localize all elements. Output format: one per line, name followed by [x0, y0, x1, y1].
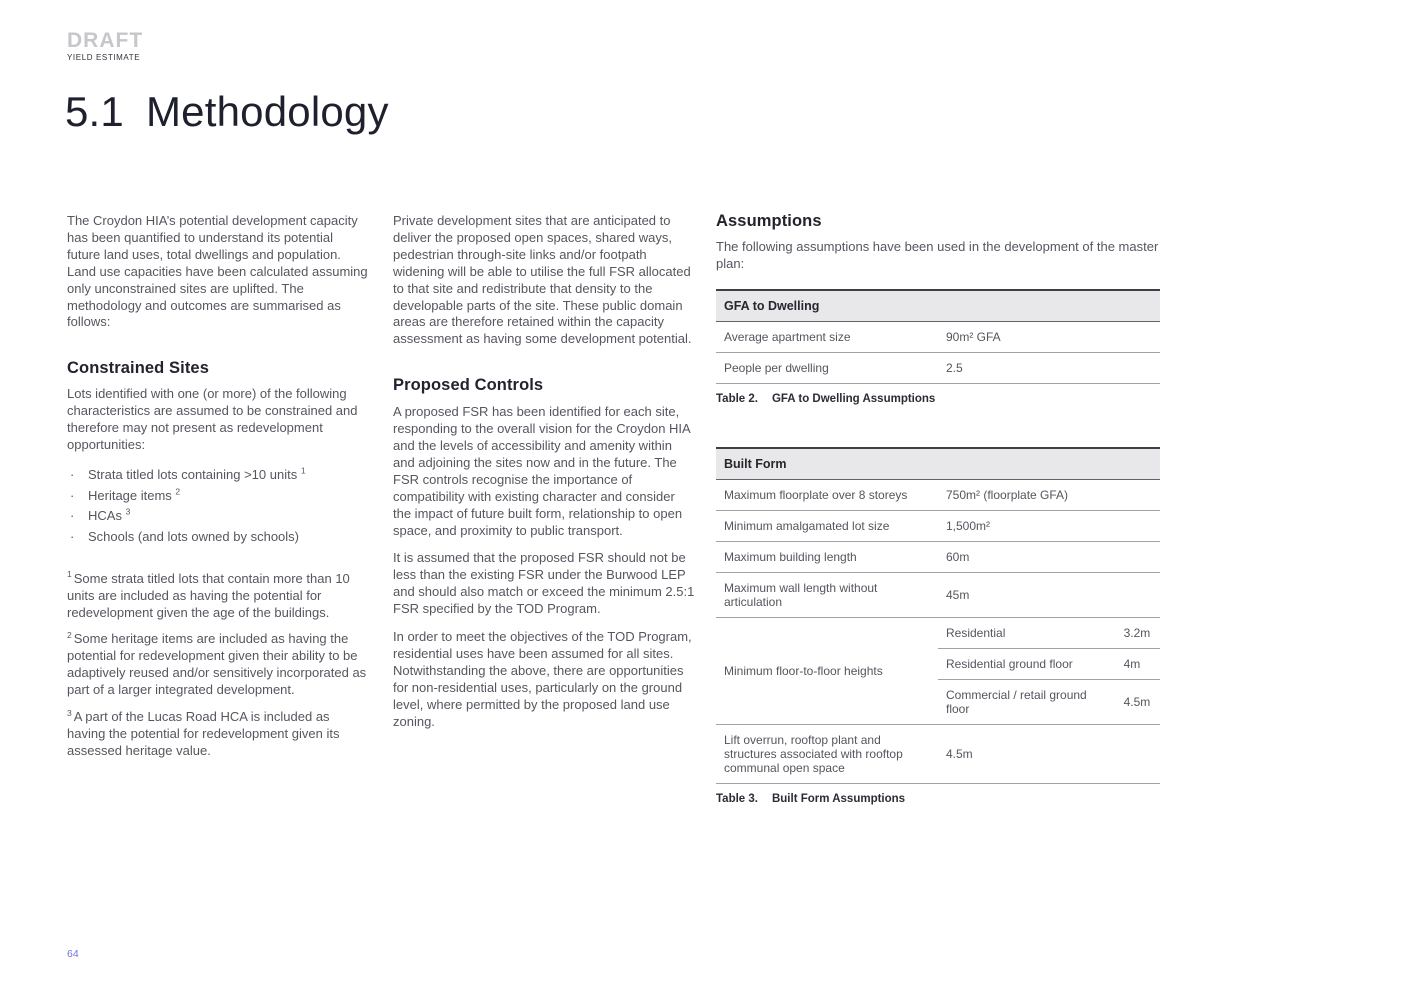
proposed-controls-paragraph-2: It is assumed that the proposed FSR should not be less than the existing FSR under the Burwood LEP and should also match or exceed the minimum 2.5:1 FSR specified by the TOD Program. — [393, 550, 695, 617]
list-item: · HCAs $^3$ — [67, 506, 369, 527]
proposed-controls-paragraph-3: In order to meet the objectives of the TOD Program, residential uses have been assumed for all sites. Notwithstanding the above, there are opportunities for non-residential uses, particularly on the ground level, where permitted by the proposed land use zoning. — [393, 629, 692, 729]
row-value: 2.5 — [938, 352, 1160, 383]
bullet-icon: · — [70, 487, 75, 503]
list-item: · Schools (and lots owned by schools) — [67, 527, 369, 548]
table-2-caption: Table 2. GFA to Dwelling Assumptions — [716, 392, 936, 405]
list-item: · Strata titled lots containing >10 units $^1$ — [67, 465, 369, 486]
subrow-value: 4m — [1116, 648, 1160, 679]
page-title — [65, 88, 389, 136]
footnote-1: $^1$ Some strata titled lots that contain more than 10 units are included as having the potential for redevelopment given the age of the buildings. — [67, 569, 350, 620]
subrow-label: Residential — [938, 617, 1116, 648]
table-row — [716, 541, 1160, 572]
table-3-caption: Table 3. Built Form Assumptions — [716, 792, 906, 805]
row-value: 90m² GFA — [938, 321, 1160, 352]
footnote-2: $^2$ Some heritage items are included as having the potential for redevelopment given their ability to be adaptively reused and/or sensitively incorporated as part of a larger integrated development. — [67, 630, 367, 698]
table-row — [716, 510, 1160, 541]
table-header: Built Form — [716, 448, 1160, 480]
heading-proposed-controls: Proposed Controls — [393, 376, 544, 395]
table-row — [716, 479, 1160, 510]
column-left — [67, 213, 369, 770]
row-label: Lift overrun, rooftop plant and structures associated with rooftop communal open space — [716, 724, 938, 783]
row-value: 1,500m² — [938, 510, 1160, 541]
table-header: GFA to Dwelling — [716, 290, 1160, 322]
row-label: Maximum floorplate over 8 storeys — [716, 479, 938, 510]
bullet-icon: · — [70, 508, 75, 524]
list-item: · Heritage items $^2$ — [67, 486, 369, 507]
column-middle — [393, 213, 695, 741]
gfa-to-dwelling-table — [716, 289, 1160, 384]
column-right — [716, 213, 1160, 808]
table-row — [716, 321, 1160, 352]
row-label: Maximum building length — [716, 541, 938, 572]
row-label: Average apartment size — [716, 321, 938, 352]
subrow-value: 4.5m — [1116, 679, 1160, 724]
row-value: 60m — [938, 541, 1160, 572]
heading-assumptions: Assumptions — [716, 212, 822, 230]
subrow-label: Residential ground floor — [938, 648, 1116, 679]
bullet-icon: · — [70, 466, 75, 482]
subrow-label: Commercial / retail ground floor — [938, 679, 1116, 724]
row-value: 4.5m — [938, 724, 1160, 783]
row-value: 750m² (floorplate GFA) — [938, 479, 1160, 510]
draft-mark — [67, 30, 143, 62]
row-label: People per dwelling — [716, 352, 938, 383]
section-number: 5.1 — [65, 88, 124, 135]
section-title: Methodology — [146, 88, 389, 135]
bullet-icon: · — [70, 528, 75, 544]
row-label: Minimum amalgamated lot size — [716, 510, 938, 541]
proposed-controls-paragraph-1: A proposed FSR has been identified for each site, responding to the overall vision for the Croydon HIA and the levels of accessibility and amenity within and adjoining the sites now and in the future. The FSR controls recognise the importance of compatibility with existing character and consider the impact of future built form, relationship to open space, and proximity to public transport. — [393, 404, 691, 538]
table-row — [716, 617, 1160, 648]
table-row — [716, 724, 1160, 783]
private-sites-paragraph: Private development sites that are anticipated to deliver the proposed open spaces, shared ways, pedestrian through-site links and/or footpath widening will be able to utilise the full FSR allocated to that site and redistribute that density to the developable parts of the site. These public domain areas are therefore retained within the capacity assessment as having some development potential. — [393, 213, 692, 347]
constrained-intro: Lots identified with one (or more) of the following characteristics are assumed to be constrained and therefore may not present as redevelopment opportunities: — [67, 386, 358, 452]
intro-paragraph: The Croydon HIA’s potential development capacity has been quantified to understand its potential future land uses, total dwellings and population. Land use capacities have been calculated assuming only unconstrained sites are uplifted. The methodology and outcomes are summarised as follows: — [67, 213, 368, 330]
table-row — [716, 352, 1160, 383]
built-form-table — [716, 447, 1160, 784]
row-label: Minimum floor-to-floor heights — [716, 617, 938, 724]
table-row — [716, 572, 1160, 617]
page-number: 64 — [67, 948, 79, 960]
row-label: Maximum wall length without articulation — [716, 572, 938, 617]
draft-label: DRAFT — [67, 29, 144, 52]
assumptions-intro: The following assumptions have been used in the development of the master plan: — [716, 238, 1159, 271]
subrow-value: 3.2m — [1116, 617, 1160, 648]
row-value: 45m — [938, 572, 1160, 617]
draft-sublabel: YIELD ESTIMATE — [67, 53, 141, 62]
footnote-3: $^3$ A part of the Lucas Road HCA is included as having the potential for redevelopment given its assessed heritage value. — [67, 707, 340, 758]
constrained-bullet-list — [67, 465, 369, 548]
heading-constrained-sites: Constrained Sites — [67, 359, 209, 378]
